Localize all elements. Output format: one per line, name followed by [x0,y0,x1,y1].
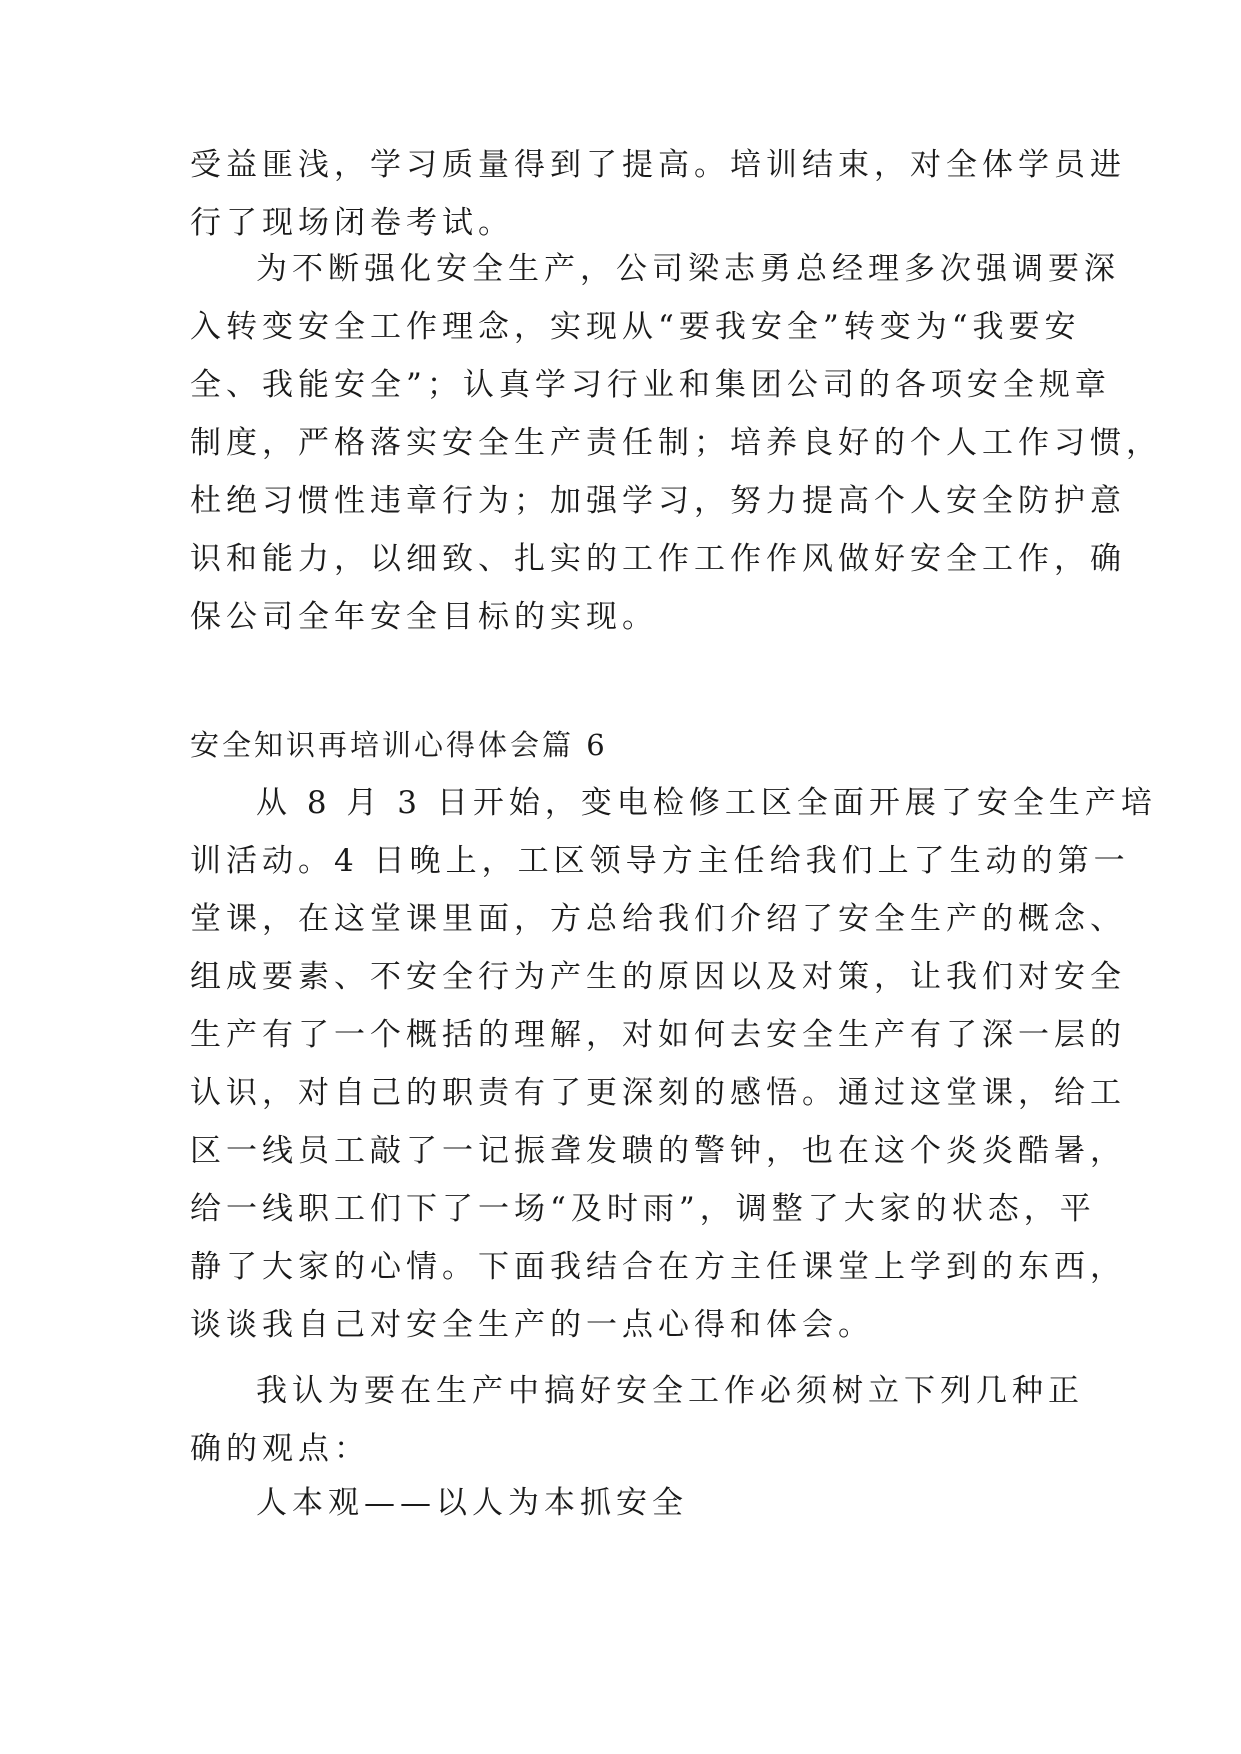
text-line: 人本观——以人为本抓安全 [256,1485,688,1521]
text-line: 谈谈我自己对安全生产的一点心得和体会。 [190,1307,874,1343]
text-line: 制度，严格落实安全生产责任制；培养良好的个人工作习惯， [190,425,1162,461]
text-line: 全、我能安全”；认真学习行业和集团公司的各项安全规章 [190,367,1111,403]
paragraph-people-oriented [190,1474,1070,1532]
text-line: 杜绝习惯性违章行为；加强学习，努力提高个人安全防护意 [190,483,1126,519]
text-line: 给一线职工们下了一场“及时雨”，调整了大家的状态，平 [190,1191,1096,1227]
text-line: 静了大家的心情。下面我结合在方主任课堂上学到的东西， [190,1249,1126,1285]
paragraph-safety-philosophy [190,240,1162,646]
text-line: 从 8 月 3 日开始，变电检修工区全面开展了安全生产培 [256,785,1157,821]
text-line: 入转变安全工作理念，实现从“要我安全”转变为“我要安 [190,309,1081,345]
paragraph-training-activity [190,774,1157,1354]
text-line: 训活动。4 日晚上，工区领导方主任给我们上了生动的第一 [190,843,1130,879]
text-line: 受益匪浅，学习质量得到了提高。培训结束，对全体学员进 [190,147,1126,183]
text-line: 我认为要在生产中搞好安全工作必须树立下列几种正 [256,1373,1084,1409]
paragraph-viewpoints [190,1362,1084,1478]
text-line: 堂课，在这堂课里面，方总给我们介绍了安全生产的概念、 [190,901,1126,937]
paragraph-continuation [190,136,1126,252]
text-line: 生产有了一个概括的理解，对如何去安全生产有了深一层的 [190,1017,1126,1053]
section-title: 安全知识再培训心得体会篇 6 [190,728,608,762]
text-line: 组成要素、不安全行为产生的原因以及对策，让我们对安全 [190,959,1126,995]
text-line: 为不断强化安全生产，公司梁志勇总经理多次强调要深 [256,251,1120,287]
text-line: 认识，对自己的职责有了更深刻的感悟。通过这堂课，给工 [190,1075,1126,1111]
text-line: 确的观点： [190,1431,370,1467]
text-line: 保公司全年安全目标的实现。 [190,599,658,635]
text-line: 识和能力，以细致、扎实的工作工作作风做好安全工作，确 [190,541,1126,577]
text-line: 行了现场闭卷考试。 [190,205,514,241]
text-line: 区一线员工敲了一记振聋发聩的警钟，也在这个炎炎酷暑， [190,1133,1126,1169]
